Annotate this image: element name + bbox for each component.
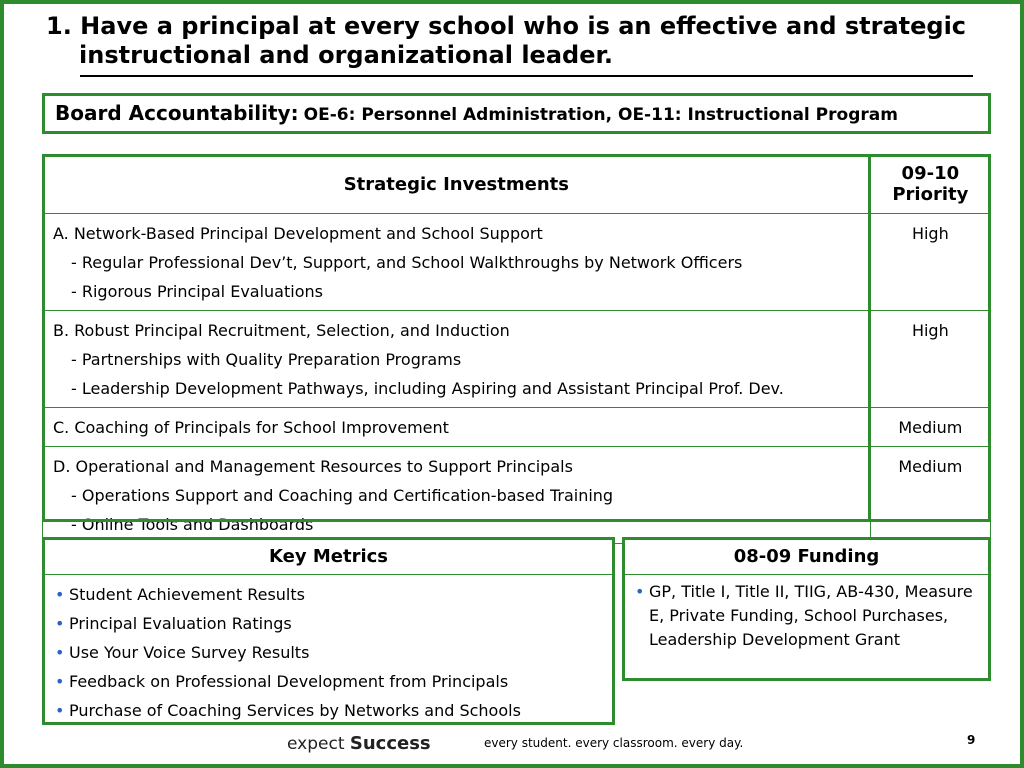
strategic-investments-table bbox=[42, 154, 991, 544]
priority-header-line-2: Priority bbox=[892, 184, 969, 205]
board-accountability-value: OE-6: Personnel Administration, OE-11: Instructional Program bbox=[303, 105, 898, 125]
investment-cell bbox=[43, 447, 871, 544]
logo-text-bold: Success bbox=[349, 733, 431, 754]
table-row bbox=[43, 447, 991, 544]
investment-title: C. Coaching of Principals for School Improvement bbox=[53, 418, 449, 437]
table-row bbox=[43, 408, 991, 447]
priority-header-line-1: 09-10 bbox=[901, 163, 960, 184]
list-item: • Principal Evaluation Ratings bbox=[55, 609, 604, 638]
expect-success-logo bbox=[287, 733, 431, 754]
list-item: • GP, Title I, Title II, TIIG, AB-430, Measure E, Private Funding, School Purchases, Leadership Development Grant bbox=[635, 580, 980, 652]
investment-title: D. Operational and Management Resources to Support Principals bbox=[53, 457, 573, 476]
key-metrics-list bbox=[45, 575, 612, 725]
title-line-1: 1. Have a principal at every school who is an effective and strategic bbox=[46, 12, 967, 40]
funding-list bbox=[625, 575, 988, 652]
priority-cell: Medium bbox=[870, 408, 990, 447]
investment-cell bbox=[43, 408, 871, 447]
list-item: • Feedback on Professional Development from Principals bbox=[55, 667, 604, 696]
investment-title: B. Robust Principal Recruitment, Selection, and Induction bbox=[53, 321, 510, 340]
list-item: • Student Achievement Results bbox=[55, 580, 604, 609]
table-header-row bbox=[43, 155, 991, 214]
priority-column-divider bbox=[868, 154, 871, 522]
page-title bbox=[46, 12, 976, 70]
funding-box bbox=[622, 537, 991, 681]
investment-title: A. Network-Based Principal Development and School Support bbox=[53, 224, 543, 243]
strategic-investments-header: Strategic Investments bbox=[43, 155, 871, 214]
footer-tagline: every student. every classroom. every day. bbox=[484, 736, 744, 750]
investment-sub-item: - Regular Professional Dev’t, Support, and School Walkthroughs by Network Officers bbox=[71, 253, 743, 272]
title-underline bbox=[80, 75, 973, 77]
investment-cell bbox=[43, 311, 871, 408]
board-accountability-box bbox=[42, 93, 991, 134]
investment-sub-item: - Online Tools and Dashboards bbox=[71, 515, 314, 534]
list-item: • Purchase of Coaching Services by Networks and Schools bbox=[55, 696, 604, 725]
key-metrics-header: Key Metrics bbox=[45, 540, 612, 575]
priority-cell: Medium bbox=[870, 447, 990, 544]
page-number: 9 bbox=[967, 733, 976, 747]
investment-sub-item: - Operations Support and Coaching and Certification-based Training bbox=[71, 486, 614, 505]
logo-text-light: expect bbox=[287, 734, 345, 754]
investment-sub-item: - Rigorous Principal Evaluations bbox=[71, 282, 323, 301]
priority-cell: High bbox=[870, 214, 990, 311]
funding-header: 08-09 Funding bbox=[625, 540, 988, 575]
investment-sub-item: - Partnerships with Quality Preparation Programs bbox=[71, 350, 462, 369]
table-row bbox=[43, 214, 991, 311]
investment-cell bbox=[43, 214, 871, 311]
board-accountability-label: Board Accountability: bbox=[55, 101, 299, 125]
table-row bbox=[43, 311, 991, 408]
priority-header bbox=[870, 155, 990, 214]
key-metrics-box bbox=[42, 537, 615, 725]
priority-cell: High bbox=[870, 311, 990, 408]
title-line-2: instructional and organizational leader. bbox=[79, 41, 613, 69]
investment-sub-item: - Leadership Development Pathways, including Aspiring and Assistant Principal Prof. Dev. bbox=[71, 379, 784, 398]
list-item: • Use Your Voice Survey Results bbox=[55, 638, 604, 667]
